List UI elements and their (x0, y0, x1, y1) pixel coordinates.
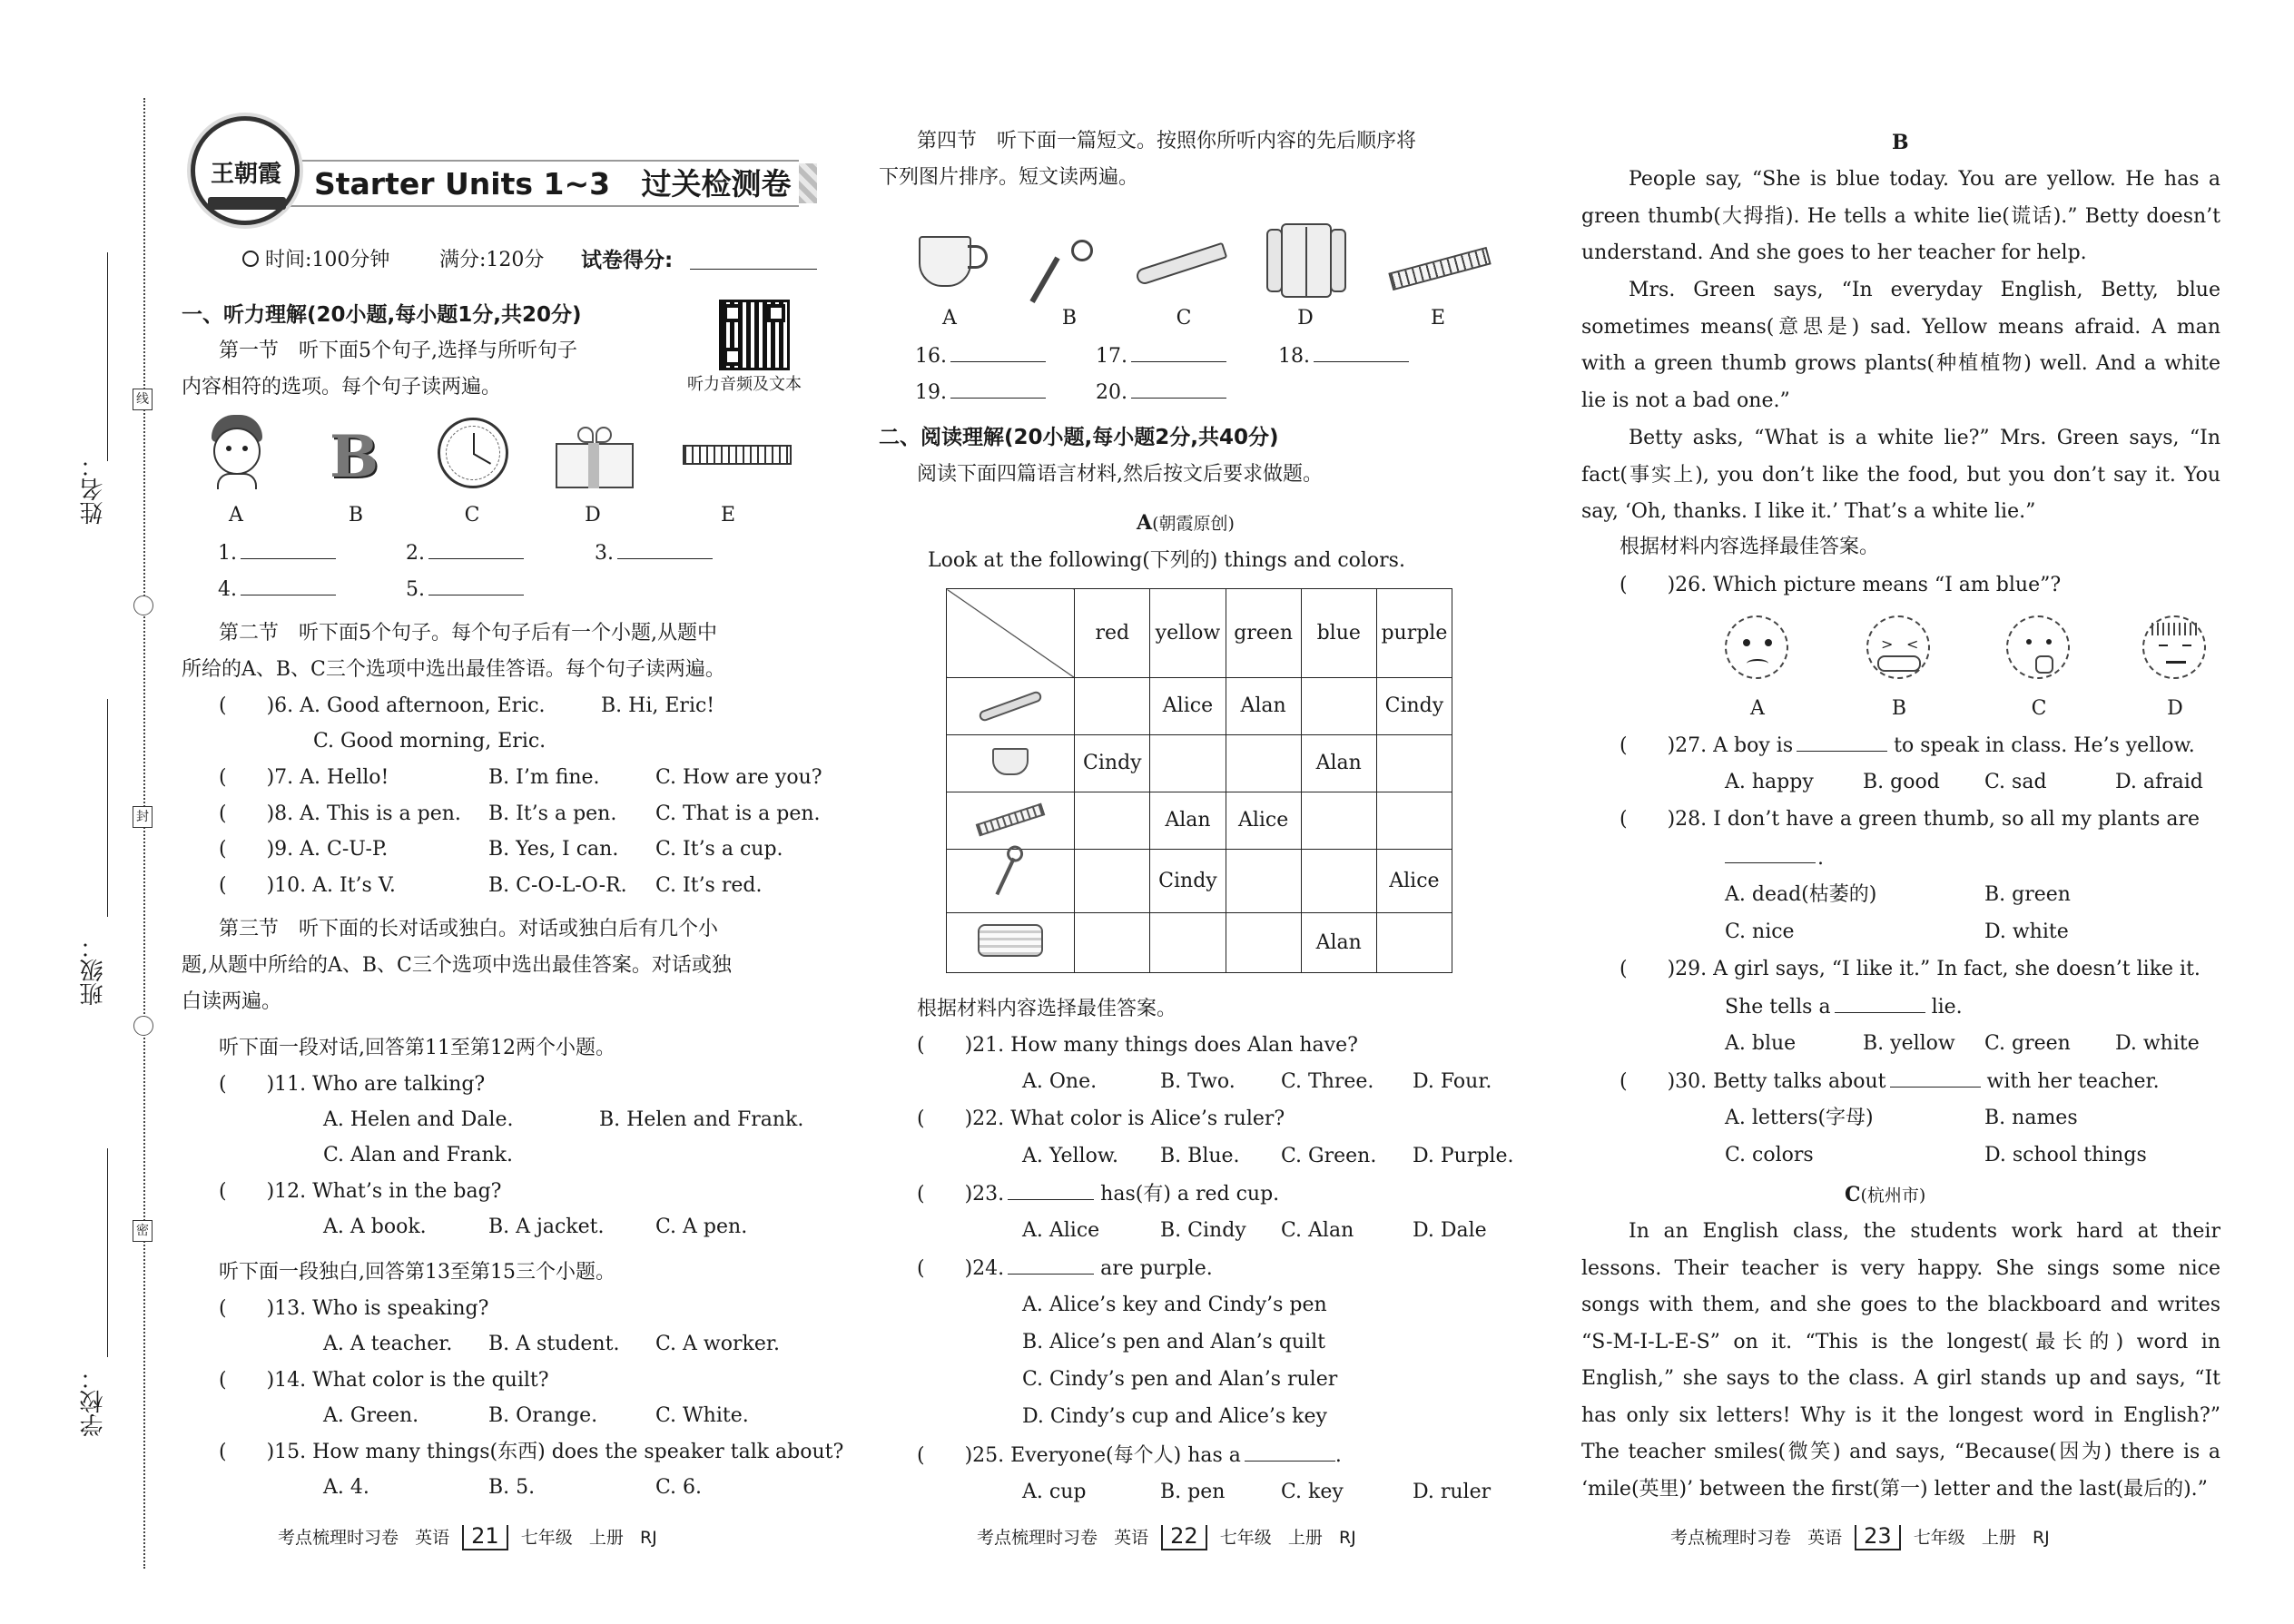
s3-instruction-3: 白读两遍。 (182, 990, 282, 1013)
q22-option-c[interactable]: C. Green. (1281, 1145, 1377, 1167)
q13-stem: ( )13. Who is speaking? (219, 1297, 489, 1320)
row-quilt-icon (947, 913, 1075, 973)
q28-option-b[interactable]: B. green (1984, 883, 2071, 906)
answer-1[interactable] (218, 543, 336, 564)
q29-option-d[interactable]: D. white (2115, 1032, 2200, 1055)
page-number: 23 (1855, 1525, 1901, 1550)
s1-letter-c: C (464, 504, 480, 527)
covering-mouth-face-icon: > < (1866, 615, 1930, 679)
q14-option-b[interactable]: B. Orange. (488, 1404, 598, 1427)
dialog-intro: 听下面一段对话,回答第11至第12两个小题。 (219, 1037, 615, 1059)
footer-edition: RJ (1338, 1528, 1356, 1548)
page-number: 22 (1161, 1525, 1207, 1550)
q12-stem: ( )12. What’s in the bag? (219, 1180, 502, 1203)
q27-option-a[interactable]: A. happy (1725, 771, 1814, 793)
s4-letter-c: C (1176, 307, 1192, 330)
table-header: purple (1376, 589, 1452, 678)
jacket-icon (1265, 218, 1348, 301)
footer-page-22 (977, 1525, 1356, 1550)
q25-stem (917, 1445, 1342, 1466)
q23-number: ( )23. (917, 1183, 1005, 1206)
q29-text-2: lie. (1931, 996, 1963, 1019)
table-cell (1075, 913, 1150, 973)
q6-option-c[interactable]: C. Good morning, Eric. (313, 730, 546, 753)
answer-19[interactable] (915, 382, 1046, 403)
passage-c-p1: In an English class, the students work hard at their lessons. Their teacher is very happy. She sings some nice songs with them, and she goes to the blackboard and writes “S-M-I-L-E-S” on it. “This is the longest(最长的) word in English,” she says to the class. A girl stands up and says, “It has only six letters! Why is it the longest word in English?” The teacher smiles(微笑) and says, “Because(因为) there is a ‘mile(英里)’ between the first(第一) letter and the last(最后的).” (1581, 1220, 2220, 1501)
q29-text-1: She tells a (1725, 996, 1831, 1019)
q9-option-b[interactable]: B. Yes, I can. (488, 838, 619, 861)
q28-stem: ( )28. I don’t have a green thumb, so all my plants are (1620, 808, 2200, 831)
table-header: yellow (1150, 589, 1226, 678)
q21-option-d[interactable]: D. Four. (1413, 1070, 1492, 1093)
answer-17[interactable] (1096, 346, 1226, 367)
page-title: Starter Units 1~3 过关检测卷 (314, 166, 792, 202)
q11-option-b[interactable]: B. Helen and Frank. (599, 1108, 804, 1131)
s1-letter-e: E (720, 504, 736, 527)
q12-option-a[interactable]: A. A book. (323, 1216, 427, 1238)
s1-letter-d: D (585, 504, 601, 527)
answer-1-label: 1. (218, 542, 237, 565)
q25-option-a[interactable]: A. cup (1022, 1481, 1087, 1503)
answer-18-label: 18. (1278, 345, 1310, 368)
s1-instruction-1: 第一节 听下面5个句子,选择与所听句子 (219, 340, 577, 362)
school-field[interactable] (107, 1148, 108, 1357)
answer-5[interactable] (406, 579, 524, 600)
table-cell (1226, 850, 1301, 913)
q28-blank-period: . (1817, 847, 1824, 870)
answer-17-label: 17. (1096, 345, 1127, 368)
q15-option-c[interactable]: C. 6. (655, 1476, 703, 1499)
q23-option-b[interactable]: B. Cindy (1160, 1219, 1246, 1242)
answer-16-label: 16. (915, 345, 947, 368)
q27-stem (1620, 735, 2195, 756)
seal-box-2: 封 (133, 806, 153, 828)
table-cell (1226, 735, 1301, 792)
table-cell: Cindy (1376, 678, 1452, 735)
s4-letter-e: E (1430, 307, 1446, 330)
q21-option-c[interactable]: C. Three. (1281, 1070, 1374, 1093)
s1-letter-a: A (229, 504, 243, 527)
q29-option-c[interactable]: C. green (1984, 1032, 2071, 1055)
q8-option-a[interactable]: ( )8. A. This is a pen. (219, 802, 461, 825)
answer-20[interactable] (1096, 382, 1226, 403)
table-cell (1376, 735, 1452, 792)
q30-number: ( )30. Betty talks about (1620, 1070, 1886, 1093)
table-cell (1376, 913, 1452, 973)
key-icon (1044, 238, 1098, 309)
s4-letter-a: A (942, 307, 957, 330)
table-header: green (1226, 589, 1301, 678)
q24-text: are purple. (1100, 1257, 1213, 1280)
q24-option-b[interactable]: B. Alice’s pen and Alan’s quilt (1022, 1331, 1326, 1353)
q26-letter-d[interactable]: D (2167, 697, 2183, 720)
table-cell: Cindy (1075, 735, 1150, 792)
q25-number: ( )25. Everyone(每个人) has a (917, 1444, 1241, 1467)
q28-option-d[interactable]: D. white (1984, 920, 2069, 943)
footer-subject: 英语 (415, 1528, 450, 1548)
q23-stem (917, 1184, 1279, 1205)
q26-stem: ( )26. Which picture means “I am blue”? (1620, 574, 2062, 596)
q24-number: ( )24. (917, 1257, 1005, 1280)
q14-option-c[interactable]: C. White. (655, 1404, 749, 1427)
seal-box-1: 线 (133, 389, 153, 410)
answer-19-label: 19. (915, 381, 947, 404)
boy-face-icon (204, 413, 268, 490)
s1-instruction-2: 内容相符的选项。每个句子读两遍。 (182, 376, 502, 399)
answer-20-label: 20. (1096, 381, 1127, 404)
q27-option-b[interactable]: B. good (1863, 771, 1940, 793)
row-pen-icon (947, 678, 1075, 735)
dotted-cut-line (143, 98, 145, 1569)
answer-4-label: 4. (218, 578, 237, 601)
footer-grade: 七年级 (520, 1528, 573, 1548)
logo-badge (191, 116, 300, 225)
footer-grade: 七年级 (1219, 1528, 1272, 1548)
q24-option-d[interactable]: D. Cindy’s cup and Alice’s key (1022, 1405, 1327, 1428)
passage-a-source: (朝霞原创) (1152, 514, 1235, 534)
q12-option-c[interactable]: C. A pen. (655, 1216, 748, 1238)
answer-4[interactable] (218, 579, 336, 600)
footer-page-23 (1670, 1525, 2050, 1550)
passage-a-intro: Look at the following(下列的) things and colors. (928, 549, 1405, 572)
q28-option-c[interactable]: C. nice (1725, 920, 1795, 943)
s3-instruction-2: 题,从题中所给的A、B、C三个选项中选出最佳答案。对话或独 (182, 954, 732, 977)
gift-box-icon (554, 427, 637, 490)
q6-option-b[interactable]: B. Hi, Eric! (601, 694, 715, 717)
class-label: 班级： (80, 935, 107, 1006)
q30-option-c[interactable]: C. colors (1725, 1144, 1814, 1166)
q22-stem: ( )22. What color is Alice’s ruler? (917, 1107, 1285, 1130)
score-label: 试卷得分: (581, 249, 674, 272)
table-cell (1075, 850, 1150, 913)
q8-option-c[interactable]: C. That is a pen. (655, 802, 821, 825)
q15-option-a[interactable]: A. 4. (323, 1476, 369, 1499)
footer-edition: RJ (639, 1528, 657, 1548)
logo-text: 王朝霞 (210, 161, 281, 188)
q13-option-a[interactable]: A. A teacher. (323, 1333, 453, 1355)
q26-letter-c[interactable]: C (2031, 697, 2047, 720)
q12-option-b[interactable]: B. A jacket. (488, 1216, 605, 1238)
cup-icon (915, 231, 989, 296)
q11-option-a[interactable]: A. Helen and Dale. (323, 1108, 514, 1131)
table-cell (1376, 792, 1452, 850)
table-cell (1301, 792, 1376, 850)
s4-letter-d: D (1297, 307, 1314, 330)
answer-18[interactable] (1278, 346, 1409, 367)
q30-option-d[interactable]: D. school things (1984, 1144, 2147, 1166)
s4-letter-b: B (1061, 307, 1078, 330)
q27-text: to speak in class. He’s yellow. (1894, 734, 2195, 757)
answer-2-label: 2. (406, 542, 425, 565)
row-key-icon (947, 850, 1075, 913)
pen-icon (1135, 242, 1228, 287)
footer-term: 上册 (588, 1528, 624, 1548)
s4-instruction-2: 下列图片排序。短文读两遍。 (879, 166, 1139, 189)
clock-icon (242, 251, 259, 267)
answer-3-label: 3. (595, 542, 614, 565)
q11-option-c[interactable]: C. Alan and Frank. (323, 1144, 513, 1166)
time-limit: 时间:100分钟 (265, 249, 390, 271)
q11-stem: ( )11. Who are talking? (219, 1073, 486, 1096)
passage-b-p2: Mrs. Green says, “In everyday English, Betty, blue sometimes means(意思是) sad. Yellow means afraid. A man with a green thumb grows plants(种植植物) well. And a white lie is not a bad one.” (1581, 279, 2220, 412)
q7-option-b[interactable]: B. I’m fine. (488, 766, 600, 789)
letter-b-icon: B (330, 423, 379, 491)
q23-option-d[interactable]: D. Dale (1413, 1219, 1487, 1242)
q14-stem: ( )14. What color is the quilt? (219, 1369, 549, 1392)
q25-option-d[interactable]: D. ruler (1413, 1481, 1492, 1503)
qr-caption: 听力音频及文本 (687, 375, 802, 394)
ruler-icon (683, 445, 792, 465)
row-ruler-icon (947, 792, 1075, 850)
q30-option-b[interactable]: B. names (1984, 1107, 2078, 1129)
table-cell: Alan (1301, 913, 1376, 973)
part2-heading: 二、阅读理解(20小题,每小题2分,共40分) (879, 426, 1279, 449)
passage-c-letter: C (1845, 1183, 1861, 1206)
q26-letter-a[interactable]: A (1750, 697, 1765, 720)
footer-page-21 (278, 1525, 657, 1550)
q26-letter-b[interactable]: B (1891, 697, 1907, 720)
q7-option-c[interactable]: C. How are you? (655, 766, 822, 789)
thinking-face-icon (2006, 615, 2070, 679)
q30-option-a[interactable]: A. letters(字母) (1725, 1107, 1874, 1129)
seal-box-3: 密 (133, 1220, 153, 1242)
s3-instruction-1: 第三节 听下面的长对话或独白。对话或独白后有几个小 (219, 918, 719, 940)
q30-text: with her teacher. (1986, 1070, 2160, 1093)
footer-grade: 七年级 (1913, 1528, 1965, 1548)
q22-option-d[interactable]: D. Purple. (1413, 1145, 1514, 1167)
q22-option-b[interactable]: B. Blue. (1160, 1145, 1240, 1167)
clock-picture-icon (438, 418, 508, 488)
s2-instruction-1: 第二节 听下面5个句子。每个句子后有一个小题,从题中 (219, 622, 717, 645)
punch-hole-1 (133, 595, 153, 615)
q23-option-a[interactable]: A. Alice (1022, 1219, 1100, 1242)
q10-option-b[interactable]: B. C-O-L-O-R. (488, 874, 627, 897)
passage-c-source: (杭州市) (1860, 1186, 1926, 1206)
table-cell: Alan (1150, 792, 1226, 850)
answer-16[interactable] (915, 346, 1046, 367)
q29-option-b[interactable]: B. yellow (1863, 1032, 1955, 1055)
passage-b-p1: People say, “She is blue today. You are yellow. He has a green thumb(大拇指). He tells a white lie(谎话).” Betty doesn’t understand. And she goes to her teacher for help. (1581, 168, 2220, 264)
passage-a-letter: A (1137, 511, 1153, 535)
monologue-intro: 听下面一段独白,回答第13至第15三个小题。 (219, 1261, 615, 1284)
passage-b-title: B (1892, 131, 1909, 154)
passage-c-title (1845, 1185, 1925, 1206)
table-cell: Alan (1226, 678, 1301, 735)
table-cell (1150, 735, 1226, 792)
choose-answer-b: 根据材料内容选择最佳答案。 (1620, 536, 1880, 558)
part2-intro: 阅读下面四篇语言材料,然后按文后要求做题。 (917, 463, 1323, 486)
choose-answer-a: 根据材料内容选择最佳答案。 (917, 998, 1177, 1020)
q29-option-a[interactable]: A. blue (1725, 1032, 1797, 1055)
table-corner (947, 589, 1075, 678)
table-header: red (1075, 589, 1150, 678)
sad-face-icon (1725, 615, 1788, 679)
q21-option-a[interactable]: A. One. (1022, 1070, 1098, 1093)
table-cell (1150, 913, 1226, 973)
answer-2[interactable] (406, 543, 524, 564)
q30-stem (1620, 1071, 2160, 1092)
scared-face-icon (2142, 615, 2206, 679)
table-cell (1301, 678, 1376, 735)
name-label: 姓名： (80, 454, 107, 525)
q8-option-b[interactable]: B. It’s a pen. (488, 802, 617, 825)
q13-option-c[interactable]: C. A worker. (655, 1333, 780, 1355)
name-field[interactable] (107, 252, 108, 461)
footer-edition: RJ (2032, 1528, 2050, 1548)
q28-option-a[interactable]: A. dead(枯萎的) (1725, 883, 1877, 906)
row-cup-icon (947, 735, 1075, 792)
q27-option-c[interactable]: C. sad (1984, 771, 2047, 793)
footer-subject: 英语 (1114, 1528, 1149, 1548)
q27-option-d[interactable]: D. afraid (2115, 771, 2203, 793)
s1-letter-b: B (348, 504, 364, 527)
table-cell: Alice (1150, 678, 1226, 735)
table-cell (1301, 850, 1376, 913)
score-field[interactable] (690, 269, 817, 270)
q25-text: . (1334, 1444, 1342, 1467)
table-cell (1075, 792, 1150, 850)
q9-option-c[interactable]: C. It’s a cup. (655, 838, 783, 861)
q14-option-a[interactable]: A. Green. (323, 1404, 419, 1427)
school-label: 学校： (80, 1366, 107, 1437)
answer-5-label: 5. (406, 578, 425, 601)
q25-option-c[interactable]: C. key (1281, 1481, 1344, 1503)
table-cell: Alan (1301, 735, 1376, 792)
table-cell (1075, 678, 1150, 735)
answer-3[interactable] (595, 543, 713, 564)
q24-option-c[interactable]: C. Cindy’s pen and Alan’s ruler (1022, 1368, 1338, 1391)
page-number: 21 (462, 1525, 508, 1550)
class-field[interactable] (107, 699, 108, 917)
q9-option-a[interactable]: ( )9. A. C-U-P. (219, 838, 389, 861)
footer-term: 上册 (1287, 1528, 1323, 1548)
logo-ribbon (208, 197, 286, 210)
footer-book: 考点梳理时习卷 (1670, 1528, 1792, 1548)
q29-stem: ( )29. A girl says, “I like it.” In fact, she doesn’t like it. (1620, 958, 2200, 980)
q29-stem-2 (1725, 997, 1963, 1018)
punch-hole-2 (133, 1016, 153, 1036)
table-cell: Alice (1226, 792, 1301, 850)
footer-book: 考点梳理时习卷 (977, 1528, 1098, 1548)
q23-option-c[interactable]: C. Alan (1281, 1219, 1354, 1242)
s4-instruction-1: 第四节 听下面一篇短文。按照你所听内容的先后顺序将 (917, 130, 1417, 153)
table-cell (1226, 913, 1301, 973)
passage-a-title (1137, 513, 1235, 534)
table-cell: Cindy (1150, 850, 1226, 913)
q28-blank[interactable] (1725, 862, 1816, 863)
s2-instruction-2: 所给的A、B、C三个选项中选出最佳答语。每个句子读两遍。 (182, 658, 725, 681)
full-score: 满分:120分 (439, 249, 545, 271)
part1-heading: 一、听力理解(20小题,每小题1分,共20分) (182, 303, 582, 327)
q21-stem: ( )21. How many things does Alan have? (917, 1034, 1358, 1057)
q7-option-a[interactable]: ( )7. A. Hello! (219, 766, 389, 789)
q10-option-c[interactable]: C. It’s red. (655, 874, 763, 897)
ruler-picture-icon (1388, 247, 1491, 290)
q23-text: has(有) a red cup. (1100, 1183, 1280, 1206)
q22-option-a[interactable]: A. Yellow. (1022, 1145, 1119, 1167)
q6-option-a[interactable]: ( )6. A. Good afternoon, Eric. (219, 694, 546, 717)
colors-table (946, 588, 1452, 973)
footer-subject: 英语 (1807, 1528, 1843, 1548)
q10-option-a[interactable]: ( )10. A. It’s V. (219, 874, 396, 897)
table-header: blue (1301, 589, 1376, 678)
q15-stem: ( )15. How many things(东西) does the speaker talk about? (219, 1441, 844, 1463)
table-cell: Alice (1376, 850, 1452, 913)
passage-b-p3: Betty asks, “What is a white lie?” Mrs. Green says, “In fact(事实上), you don’t like the food, but you don’t say it. You say, ‘Oh, thanks. I like it.’ That’s a white lie.” (1581, 427, 2220, 523)
footer-book: 考点梳理时习卷 (278, 1528, 399, 1548)
q13-option-b[interactable]: B. A student. (488, 1333, 620, 1355)
q25-option-b[interactable]: B. pen (1160, 1481, 1226, 1503)
footer-term: 上册 (1981, 1528, 2016, 1548)
q27-number: ( )27. A boy is (1620, 734, 1794, 757)
q24-option-a[interactable]: A. Alice’s key and Cindy’s pen (1022, 1294, 1327, 1316)
q21-option-b[interactable]: B. Two. (1160, 1070, 1236, 1093)
q24-stem (917, 1258, 1213, 1279)
qr-code[interactable] (719, 300, 790, 370)
q15-option-b[interactable]: B. 5. (488, 1476, 536, 1499)
